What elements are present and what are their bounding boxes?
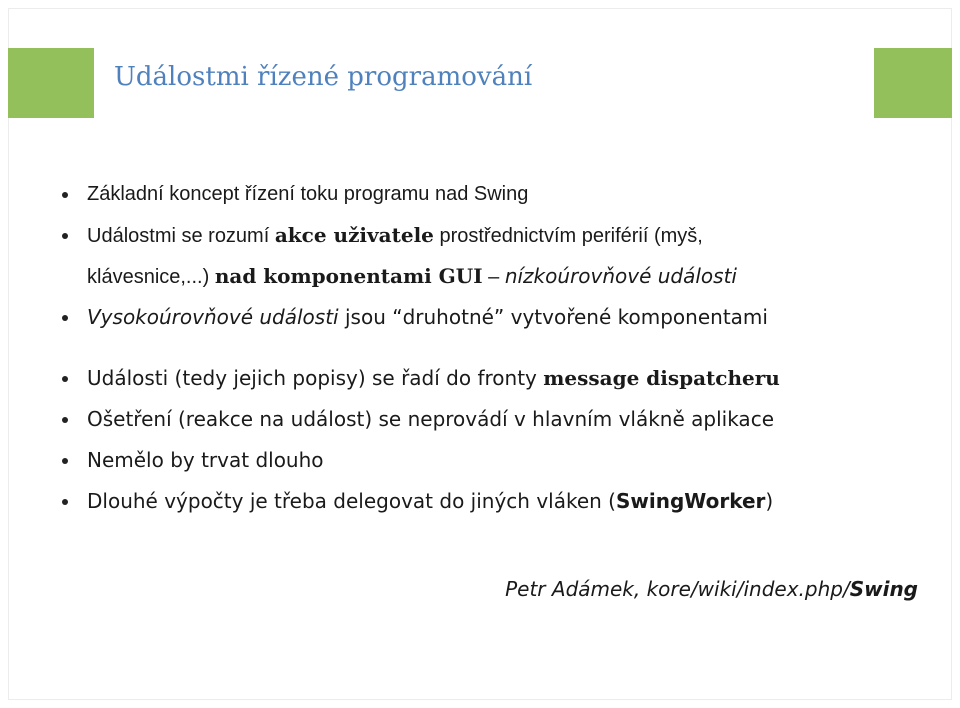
bullet-item [62, 180, 942, 221]
bullet-dot-icon [62, 315, 68, 321]
bullet-dot-icon [62, 233, 68, 239]
italic-term: nízkoúrovňové události [504, 264, 737, 288]
title-accent-bar-left [8, 48, 94, 118]
bullet-dot-icon [62, 192, 68, 198]
bold-term: akce uživatele [274, 223, 434, 247]
bullet-text: Událostmi se rozumí akce uživatele prostřednictvím periférií (myš, [87, 223, 703, 247]
bullet-text: Ošetření (reakce na událost) se neprovádí v hlavním vlákně aplikace [87, 407, 774, 431]
bullet-continuation [62, 262, 942, 303]
bullet-dot-icon [62, 417, 68, 423]
bullet-item [62, 303, 942, 344]
footer-bold: Swing [849, 577, 918, 601]
bullet-text: klávesnice,...) nad komponentami GUI – nízkoúrovňové události [87, 264, 737, 288]
bullet-item [62, 364, 942, 405]
bullet-text: Dlouhé výpočty je třeba delegovat do jiných vláken (SwingWorker) [87, 489, 774, 513]
bullet-dot-icon [62, 499, 68, 505]
bullet-text: Události (tedy jejich popisy) se řadí do fronty message dispatcheru [87, 366, 780, 390]
footer-credit: Petr Adámek, kore/wiki/index.php/Swing [505, 577, 918, 601]
bold-term: nad komponentami GUI [214, 264, 483, 288]
bullet-dot-icon [62, 376, 68, 382]
bullet-text: Nemělo by trvat dlouho [87, 448, 324, 472]
slide-title: Událostmi řízené programování [114, 62, 533, 92]
bullet-text: Vysokoúrovňové události jsou “druhotné” vytvořené komponentami [87, 305, 768, 329]
bullet-list [62, 180, 942, 528]
bullet-item [62, 487, 942, 528]
italic-term: Vysokoúrovňové události [87, 305, 339, 329]
title-accent-bar-right [874, 48, 952, 118]
bullet-text: Základní koncept řízení toku programu nad Swing [87, 183, 529, 205]
bullet-dot-icon [62, 458, 68, 464]
bullet-item [62, 446, 942, 487]
bold-term: message dispatcheru [543, 366, 780, 390]
bullet-item [62, 405, 942, 446]
bold-term: SwingWorker [615, 489, 766, 513]
bullet-item [62, 221, 942, 262]
